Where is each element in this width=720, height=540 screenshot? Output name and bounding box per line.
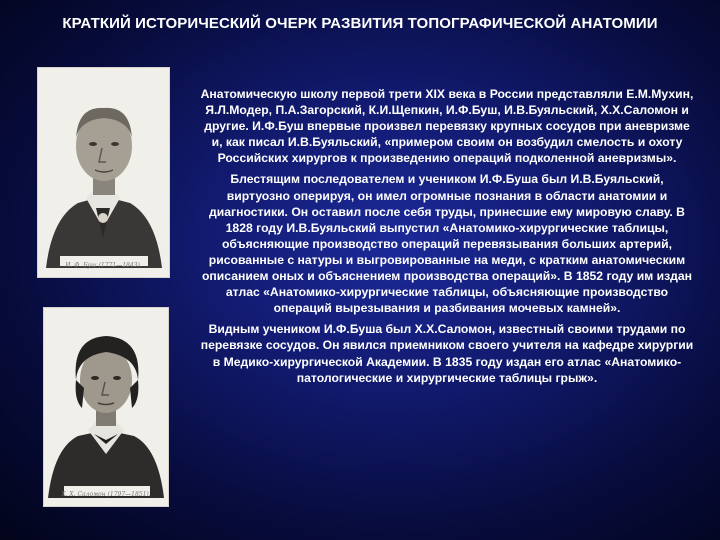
paragraph-bush: Анатомическую школу первой трети XIX века в России представляли Е.М.Мухин, Я.Л.Модер, П.А.Загорский, К.И.Щепкин, И.Ф.Буш, И.В.Буяльский, Х.Х.Саломон и другие. И.Ф.Буш впервые произвел перевязку крупных сосудов при аневризме и, как писал И.В.Буяльский, «примером своим он возбудил смелость и охоту Российских хирургов к произведению операций подколенной аневризмы».: [200, 87, 694, 166]
portrait-bush-engraving: [38, 68, 169, 277]
slide-title: КРАТКИЙ ИСТОРИЧЕСКИЙ ОЧЕРК РАЗВИТИЯ ТОПОГРАФИЧЕСКОЙ АНАТОМИИ: [62, 15, 658, 32]
portrait-bush-caption: И. Ф. Буш (1771—1843).: [65, 262, 142, 269]
portrait-salomon-caption: Х. Х. Саломон (1797—1851).: [61, 491, 151, 498]
portrait-bush: [37, 67, 170, 278]
portrait-salomon-engraving: [44, 308, 168, 506]
slide-body-text: [198, 86, 696, 391]
paragraph-salomon: Видным учеником И.Ф.Буша был Х.Х.Саломон, известный своими трудами по перевязке сосудов. Он явился приемником своего учителя на кафедре хирургии в Медико-хирургической Академии. В 1835 году издан его атлас «Анатомико-патологические и хирургические таблицы грыж».: [200, 322, 694, 385]
portrait-salomon: [43, 307, 169, 507]
paragraph-buyalsky: Блестящим последователем и учеником И.Ф.Буша был И.В.Буяльский, виртуозно оперируя, он имел огромные познания в области анатомии и диагностики. Он оставил после себя труды, принесшие ему мировую славу. В 1828 году И.В.Буяльский выпустил «Анатомико-хирургические таблицы, объясняющие производство операций перевязывания больших артерий, рисованные с натуры и выгровированные на меди, с кратким анатомическим описанием оных и объяснением производства операций». В 1852 году им издан атлас «Анатомико-хирургические таблицы, объясняющие производство операций вырезывания и разбивания мочевых камней».: [201, 172, 693, 316]
